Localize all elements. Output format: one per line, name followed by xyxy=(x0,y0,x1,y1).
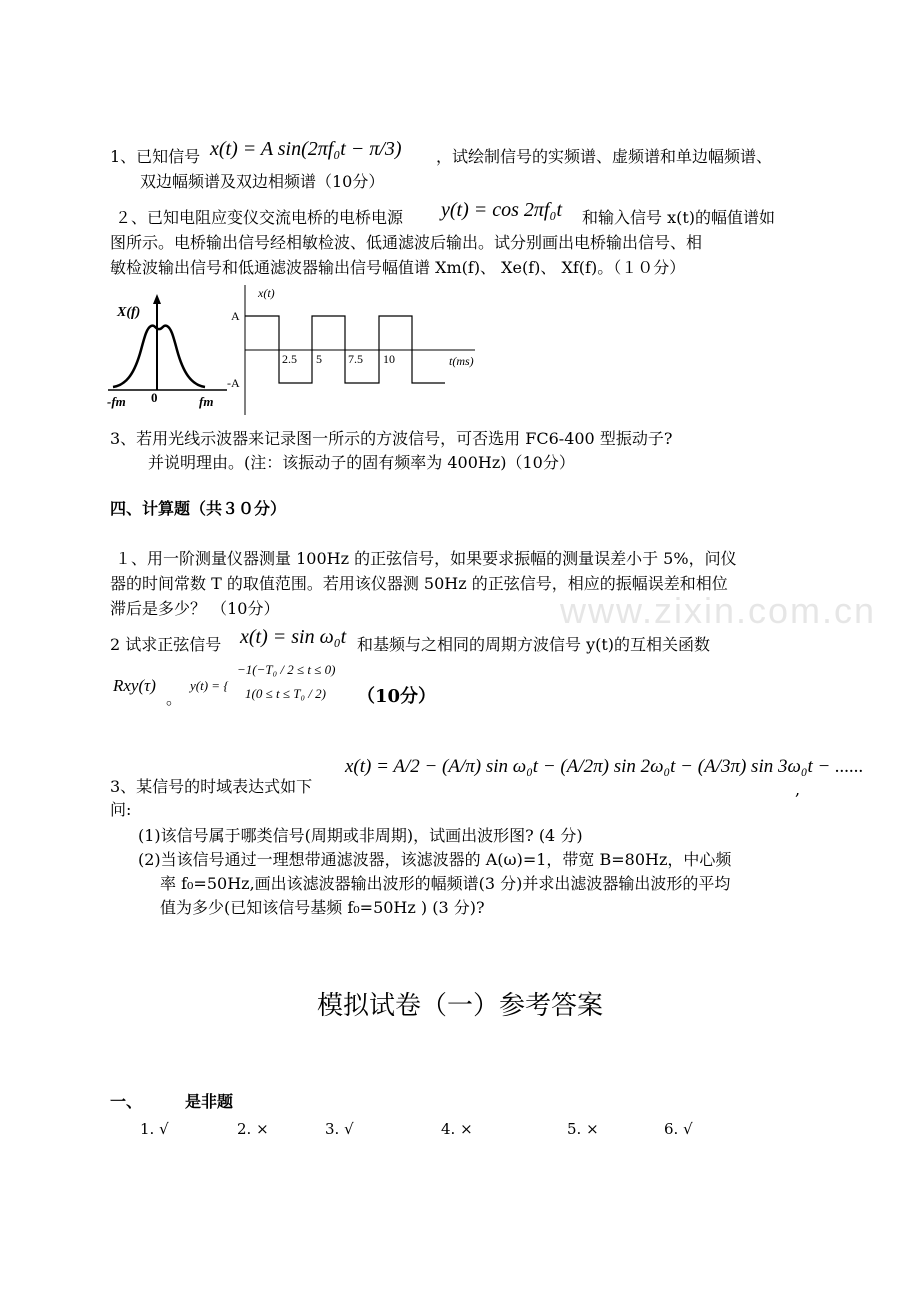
q1-formula: x(t) = A sin(2πf₀t − π/3) xyxy=(210,138,402,160)
square-tick: 5 xyxy=(316,352,322,366)
tf-item: 4. × xyxy=(441,1120,473,1138)
c1-line3: 滞后是多少？ （10分） xyxy=(110,599,280,618)
spectrum-right-tick: fm xyxy=(199,394,214,409)
c3-formula: x(t) = A/2 − (A/π) sin ω₀t − (A/2π) sin 2ω₀t − (A/3π) sin 3ω₀t − ...... xyxy=(345,756,864,777)
tf-heading: 是非题 xyxy=(185,1092,234,1111)
spectrum-left-tick: -fm xyxy=(107,394,126,409)
c3-sub1: (1)该信号属于哪类信号(周期或非周期)，试画出波形图? (4 分) xyxy=(138,826,583,845)
tf-item: 3. √ xyxy=(325,1120,354,1138)
q3-line2: 并说明理由。(注：该振动子的固有频率为 400Hz)（10分） xyxy=(148,453,575,472)
square-tick: 10 xyxy=(383,352,395,366)
tf-item: 2. × xyxy=(237,1120,269,1138)
c1-line1: １、用一阶测量仪器测量 100Hz 的正弦信号，如果要求振幅的测量误差小于 5%，问仪 xyxy=(115,549,737,568)
section4-title: 四、计算题（共３０分） xyxy=(110,499,287,518)
c2-points: （10分） xyxy=(357,686,437,707)
spectrum-ylabel: X(f) xyxy=(117,305,141,320)
q3-line1: 3、若用光线示波器来记录图一所示的方波信号，可否选用 FC6-400 型振动子? xyxy=(110,429,673,448)
q1-prefix: 1、已知信号 xyxy=(110,147,201,166)
tf-item: 5. × xyxy=(567,1120,599,1138)
c3-sub2-line2: 率 f₀=50Hz,画出该滤波器输出波形的幅频谱(3 分)并求出滤波器输出波形的平均 xyxy=(160,874,731,893)
square-high-label: A xyxy=(231,309,240,323)
square-tick: 7.5 xyxy=(348,352,363,366)
spectrum-curve xyxy=(113,326,205,387)
square-xlabel: t(ms) xyxy=(449,354,474,368)
spectrum-origin: 0 xyxy=(151,390,158,405)
watermark: www.zixin.com.cn xyxy=(560,590,877,631)
tf-heading-num: 一、 xyxy=(110,1092,143,1111)
c1-line2: 器的时间常数 T 的取值范围。若用该仪器测 50Hz 的正弦信号，相应的振幅误差和相位 xyxy=(110,574,728,593)
square-tick: 2.5 xyxy=(282,352,297,366)
square-ylabel: x(t) xyxy=(258,286,275,300)
q2-line3: 敏检波输出信号和低通滤波器输出信号幅值谱 Xm(f)、 Xe(f)、 Xf(f)。（１０分） xyxy=(110,258,686,277)
c2-prefix: 2 试求正弦信号 xyxy=(110,635,222,654)
q2-suffix: 和输入信号 x(t)的幅值谱如 xyxy=(582,208,776,227)
c2-formula: x(t) = sin ω₀t xyxy=(240,626,347,648)
c3-sub2-line3: 值为多少(已知该信号基频 f₀=50Hz ) (3 分)? xyxy=(160,898,485,917)
c3-ask: 问: xyxy=(110,800,132,819)
c2-period: 。 xyxy=(166,689,183,708)
c2-case1: −1(−T₀ / 2 ≤ t ≤ 0) xyxy=(237,662,336,677)
answer-title: 模拟试卷（一）参考答案 xyxy=(316,991,603,1021)
tf-item: 1. √ xyxy=(140,1120,169,1138)
spectrum-figure xyxy=(105,290,235,415)
q2-prefix: ２、已知电阻应变仪交流电桥的电桥电源 xyxy=(115,208,404,227)
square-wave-figure xyxy=(225,283,490,418)
q2-line2: 图所示。电桥输出信号经相敏检波、低通滤波后输出。试分别画出电桥输出信号、相 xyxy=(110,233,703,252)
c3-sub2-line1: (2)当该信号通过一理想带通滤波器，该滤波器的 A(ω)=1，带宽 B=80Hz，中心频 xyxy=(138,850,732,869)
c3-prefix: 3、某信号的时域表达式如下 xyxy=(110,777,313,796)
c2-suffix: 和基频与之相同的周期方波信号 y(t)的互相关函数 xyxy=(357,635,711,654)
c2-case2: 1(0 ≤ t ≤ T₀ / 2) xyxy=(245,686,326,701)
c3-comma: , xyxy=(795,780,801,799)
square-low-label: -A xyxy=(227,376,240,390)
tf-item: 6. √ xyxy=(664,1120,693,1138)
spectrum-arrow xyxy=(153,294,161,304)
c2-y-def: y(t) = { xyxy=(190,678,229,693)
q1-suffix: ，试绘制信号的实频谱、虚频谱和单边幅频谱、 xyxy=(436,147,773,166)
q1-line2: 双边幅频谱及双边相频谱（10分） xyxy=(140,172,385,191)
c2-rxy: Rxy(τ) xyxy=(113,676,156,695)
q2-formula: y(t) = cos 2πf₀t xyxy=(441,199,562,221)
